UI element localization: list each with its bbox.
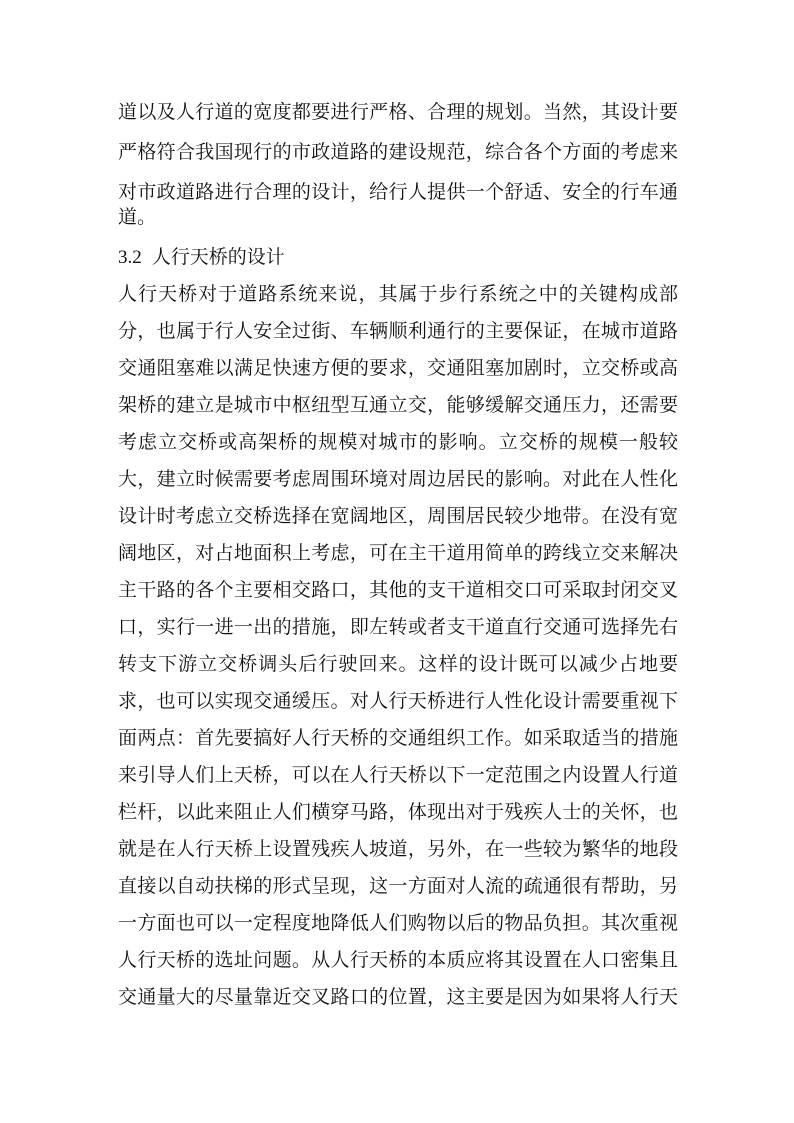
section-heading	[118, 237, 285, 277]
section-title: 人行天桥的设计	[151, 246, 285, 268]
paragraph-line: 阔地区，对占地面积上考虑，可在主干道用简单的跨线立交来解决	[118, 542, 678, 564]
paragraph-line: 主干路的各个主要相交路口，其他的支干道相交口可采取封闭交叉	[118, 579, 678, 601]
paragraph-line: 一方面也可以一定程度地降低人们购物以后的物品负担。其次重视	[118, 912, 678, 934]
paragraph-line: 大，建立时候需要考虑周围环境对周边居民的影响。对此在人性化	[118, 468, 678, 490]
paragraph-line: 严格符合我国现行的市政道路的建设规范，综合各个方面的考虑来	[118, 141, 678, 163]
paragraph-line: 分，也属于行人安全过街、车辆顺利通行的主要保证，在城市道路	[118, 320, 678, 342]
paragraph-line: 道以及人行道的宽度都要进行严格、合理的规划。当然，其设计要	[118, 101, 678, 123]
paragraph-line: 就是在人行天桥上设置残疾人坡道，另外，在一些较为繁华的地段	[118, 838, 678, 860]
paragraph-line: 面两点：首先要搞好人行天桥的交通组织工作。如采取适当的措施	[118, 727, 678, 749]
paragraph-line: 直接以自动扶梯的形式呈现，这一方面对人流的疏通很有帮助，另	[118, 875, 678, 897]
paragraph-line: 转支下游立交桥调头后行驶回来。这样的设计既可以减少占地要	[118, 653, 678, 675]
paragraph-line: 人行天桥对于道路系统来说，其属于步行系统之中的关键构成部	[118, 283, 678, 305]
paragraph-line: 栏杆，以此来阻止人们横穿马路，体现出对于残疾人士的关怀，也	[118, 801, 678, 823]
paragraph-line: 交通量大的尽量靠近交叉路口的位置，这主要是因为如果将人行天	[118, 986, 678, 1008]
paragraph-line: 人行天桥的选址问题。从人行天桥的本质应将其设置在人口密集且	[118, 949, 678, 971]
paragraph-line: 设计时考虑立交桥选择在宽阔地区，周围居民较少地带。在没有宽	[118, 505, 678, 527]
paragraph-line: 道。	[118, 206, 157, 228]
paragraph-line: 来引导人们上天桥，可以在人行天桥以下一定范围之内设置人行道	[118, 764, 678, 786]
paragraph-line: 考虑立交桥或高架桥的规模对城市的影响。立交桥的规模一般较	[118, 431, 678, 453]
paragraph-line: 交通阻塞难以满足快速方便的要求，交通阻塞加剧时，立交桥或高	[118, 357, 678, 379]
section-number: 3.2	[118, 247, 142, 268]
paragraph-line: 口，实行一进一出的措施，即左转或者支干道直行交通可选择先右	[118, 616, 678, 638]
paragraph-line: 求，也可以实现交通缓压。对人行天桥进行人性化设计需要重视下	[118, 690, 678, 712]
paragraph-line: 架桥的建立是城市中枢纽型互通立交，能够缓解交通压力，还需要	[118, 394, 678, 416]
paragraph-line: 对市政道路进行合理的设计，给行人提供一个舒适、安全的行车通	[118, 181, 678, 203]
